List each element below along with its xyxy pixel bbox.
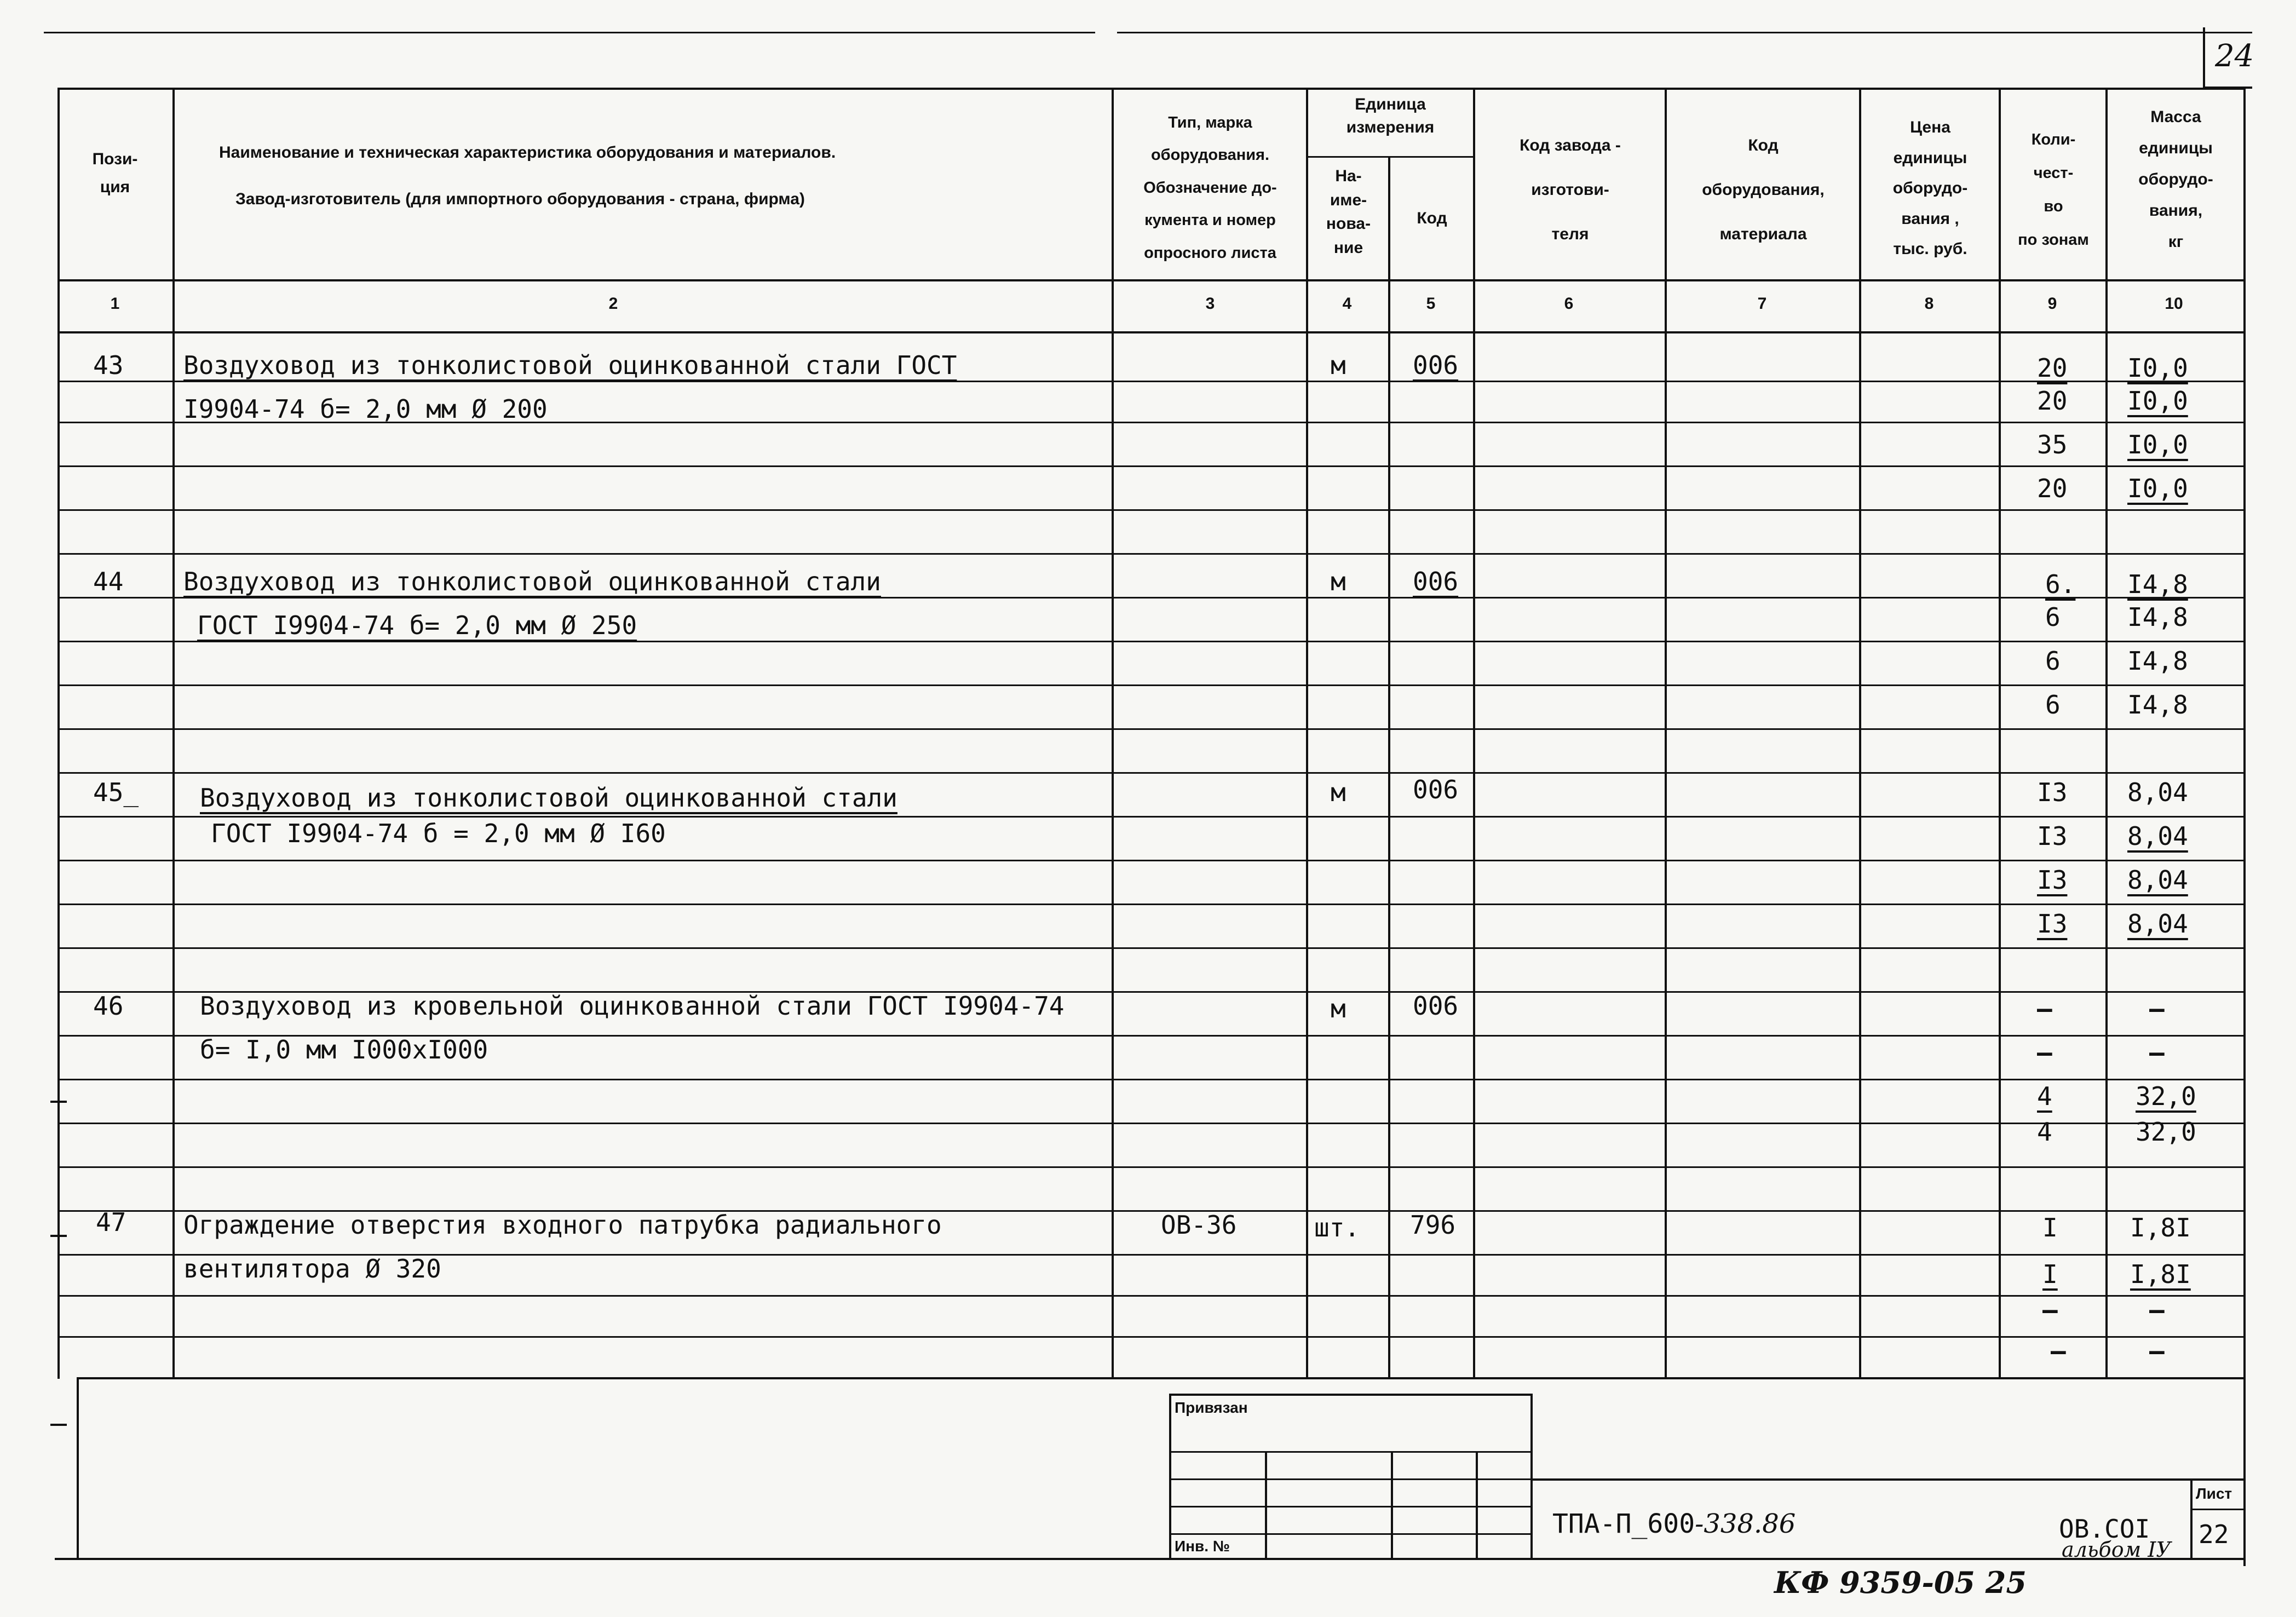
item-quantity: I3 — [2037, 865, 2068, 895]
item-mass: I0,0 — [2127, 353, 2188, 383]
item-quantity: 4 — [2037, 1117, 2052, 1147]
column-number: 9 — [2047, 295, 2057, 313]
header-factory-code: Код завода - изготови- теля — [1520, 136, 1621, 243]
binding-mark — [50, 1101, 67, 1103]
item-name-line2: вентилятора Ø 320 — [183, 1254, 441, 1284]
item-name-line1: Ограждение отверстия входного патрубка радиального — [183, 1210, 942, 1240]
item-mass: 8,04 — [2127, 821, 2188, 851]
item-position: 45_ — [93, 778, 139, 807]
header-unit-group: Единица измерения — [1346, 95, 1435, 136]
row-line — [57, 1123, 2246, 1124]
header-type: Тип, марка оборудования. Обозначение до- кумента и номер опросного листа — [1143, 114, 1277, 262]
column-number: 2 — [608, 295, 618, 313]
item-quantity: 20 — [2037, 386, 2068, 416]
item-mass: I0,0 — [2127, 386, 2188, 416]
stamp-line — [1265, 1451, 1267, 1558]
item-code: 006 — [1413, 567, 1459, 596]
row-line — [57, 597, 2246, 599]
item-unit: м — [1331, 567, 1346, 596]
column-number: 3 — [1205, 295, 1215, 313]
item-name-line2: I9904-74 б= 2,0 мм Ø 200 — [183, 394, 548, 424]
column-number: 8 — [1924, 295, 1934, 313]
item-unit: м — [1331, 994, 1346, 1023]
archive-number: КФ 9359-05 25 — [1774, 1565, 2027, 1600]
item-mass: I,8I — [2130, 1213, 2191, 1242]
item-quantity: 20 — [2037, 353, 2068, 383]
sheet-number: 22 — [2199, 1520, 2229, 1549]
header-quantity: Коли- чест- во по зонам — [2018, 131, 2089, 249]
item-unit: шт. — [1314, 1213, 1360, 1242]
item-position: 44 — [93, 567, 124, 596]
item-mass: I4,8 — [2127, 569, 2188, 599]
item-unit: м — [1331, 778, 1346, 807]
column-number: 6 — [1564, 295, 1574, 313]
column-number: 1 — [110, 295, 120, 313]
stamp-line — [1169, 1394, 1530, 1396]
item-name-line2: ГОСТ I9904-74 б = 2,0 мм Ø I60 — [211, 819, 666, 848]
item-mass: I4,8 — [2127, 690, 2188, 720]
row-line — [57, 553, 2246, 555]
bound-label: Привязан — [1175, 1399, 1248, 1416]
item-mass: I0,0 — [2127, 430, 2188, 459]
binding-mark — [50, 1235, 67, 1237]
album-label: альбом IУ — [2062, 1538, 2171, 1562]
page-corner-number: 24 — [2215, 38, 2254, 74]
item-mass: 8,04 — [2127, 909, 2188, 939]
item-mass: I4,8 — [2127, 602, 2188, 632]
item-mass: I4,8 — [2127, 646, 2188, 676]
row-line — [57, 509, 2246, 511]
item-name-line1: Воздуховод из тонколистовой оцинкованной стали — [200, 783, 897, 813]
item-unit: м — [1331, 350, 1346, 380]
item-quantity: – — [2051, 1336, 2066, 1366]
item-position: 43 — [93, 350, 124, 380]
inv-label: Инв. № — [1175, 1538, 1230, 1555]
item-mass: 8,04 — [2127, 778, 2188, 807]
page-bottom-border — [55, 1558, 2245, 1560]
stamp-line — [1476, 1451, 1478, 1558]
item-quantity: 6. — [2045, 569, 2076, 599]
header-unit-name: На- име- нова- ние — [1326, 167, 1371, 257]
corner-box-line — [2203, 27, 2205, 88]
stamp-line — [1169, 1506, 1530, 1507]
item-mass: – — [2149, 1295, 2165, 1325]
section-code: ОВ.СОI — [2059, 1514, 2150, 1544]
column-number: 10 — [2165, 295, 2183, 313]
row-line — [57, 684, 2246, 686]
row-line — [57, 904, 2246, 905]
item-quantity: I — [2042, 1213, 2058, 1242]
item-quantity: 4 — [2037, 1081, 2052, 1111]
top-line — [44, 32, 1095, 33]
item-quantity: 6 — [2045, 690, 2061, 720]
item-quantity: – — [2037, 994, 2052, 1023]
item-quantity: I3 — [2037, 778, 2068, 807]
header-name-line1: Наименование и техническая характеристика оборудования и материалов. — [219, 143, 836, 162]
column-number: 5 — [1426, 295, 1436, 313]
item-name-line1: Воздуховод из кровельной оцинкованной стали ГОСТ I9904-74 — [200, 991, 1064, 1021]
item-code: 796 — [1410, 1210, 1456, 1240]
header-mass: Масса единицы оборудо- вания, кг — [2138, 108, 2213, 251]
item-mass: I,8I — [2130, 1259, 2191, 1289]
row-line — [57, 947, 2246, 949]
stamp-line — [1169, 1451, 1530, 1453]
column-number-line — [57, 331, 2246, 333]
frame-left-border — [77, 1377, 79, 1559]
table-top-border — [57, 88, 2246, 90]
unit-header-divider — [1306, 156, 1473, 158]
item-name-line1: Воздуховод из тонколистовой оцинкованной стали — [183, 567, 881, 596]
col-divider — [1388, 156, 1390, 1377]
item-mass: – — [2149, 1336, 2165, 1366]
header-name-line2: Завод-изготовитель (для импортного оборудования - страна, фирма) — [235, 190, 805, 208]
row-line — [57, 641, 2246, 642]
row-line — [57, 1295, 2246, 1297]
top-line — [1117, 32, 2252, 33]
item-code: 006 — [1413, 350, 1459, 380]
row-line — [57, 1166, 2246, 1168]
row-line — [57, 772, 2246, 774]
item-position: 46 — [93, 991, 124, 1021]
stamp-line — [1530, 1478, 2245, 1481]
table-right-border — [2243, 88, 2246, 1566]
stamp-line — [1169, 1478, 1530, 1480]
item-code: 006 — [1413, 991, 1459, 1021]
sheet-label: Лист — [2196, 1485, 2232, 1502]
column-number: 4 — [1342, 295, 1352, 313]
row-line — [57, 728, 2246, 730]
item-quantity: – — [2042, 1295, 2058, 1325]
item-quantity: I3 — [2037, 909, 2068, 939]
item-mass: 32,0 — [2136, 1117, 2196, 1147]
row-line — [57, 816, 2246, 818]
item-quantity: I3 — [2037, 821, 2068, 851]
item-name-line2: ГОСТ I9904-74 б= 2,0 мм Ø 250 — [197, 611, 637, 640]
item-mass: 8,04 — [2127, 865, 2188, 895]
item-type: ОВ-36 — [1161, 1210, 1237, 1240]
stamp-line — [1169, 1533, 1530, 1535]
stamp-line — [2190, 1478, 2193, 1559]
row-line — [57, 465, 2246, 467]
item-mass: I0,0 — [2127, 474, 2188, 503]
row-line — [57, 860, 2246, 861]
stamp-line — [1391, 1451, 1393, 1558]
project-code: ТПА-П_600-338.86 — [1552, 1509, 1796, 1539]
table-bottom-border — [77, 1377, 2245, 1379]
column-number: 7 — [1757, 295, 1767, 313]
item-quantity: 20 — [2037, 474, 2068, 503]
item-name-line2: б= I,0 мм I000xI000 — [200, 1035, 488, 1064]
item-code: 006 — [1413, 775, 1459, 804]
item-quantity: 6 — [2045, 602, 2061, 632]
stamp-line — [1530, 1394, 1533, 1558]
item-quantity: I — [2042, 1259, 2058, 1289]
binding-mark — [50, 1424, 67, 1426]
item-quantity: – — [2037, 1038, 2052, 1067]
row-line — [57, 381, 2246, 382]
item-name-line1: Воздуховод из тонколистовой оцинкованной стали ГОСТ — [183, 350, 957, 380]
item-position: 47 — [96, 1207, 126, 1237]
item-mass: – — [2149, 1038, 2165, 1067]
item-mass: 32,0 — [2136, 1081, 2196, 1111]
stamp-line — [2190, 1509, 2245, 1510]
item-mass: – — [2149, 994, 2165, 1023]
item-quantity: 35 — [2037, 430, 2068, 459]
header-position: Пози- ция — [92, 150, 138, 196]
header-bottom-line — [57, 279, 2246, 281]
header-unit-code: Код — [1417, 209, 1447, 227]
header-price: Цена единицы оборудо- вания , тыс. руб. — [1892, 118, 1968, 258]
row-line — [57, 1336, 2246, 1338]
header-equipment-code: Код оборудования, материала — [1702, 136, 1825, 243]
item-quantity: 6 — [2045, 646, 2061, 676]
row-line — [57, 1079, 2246, 1080]
